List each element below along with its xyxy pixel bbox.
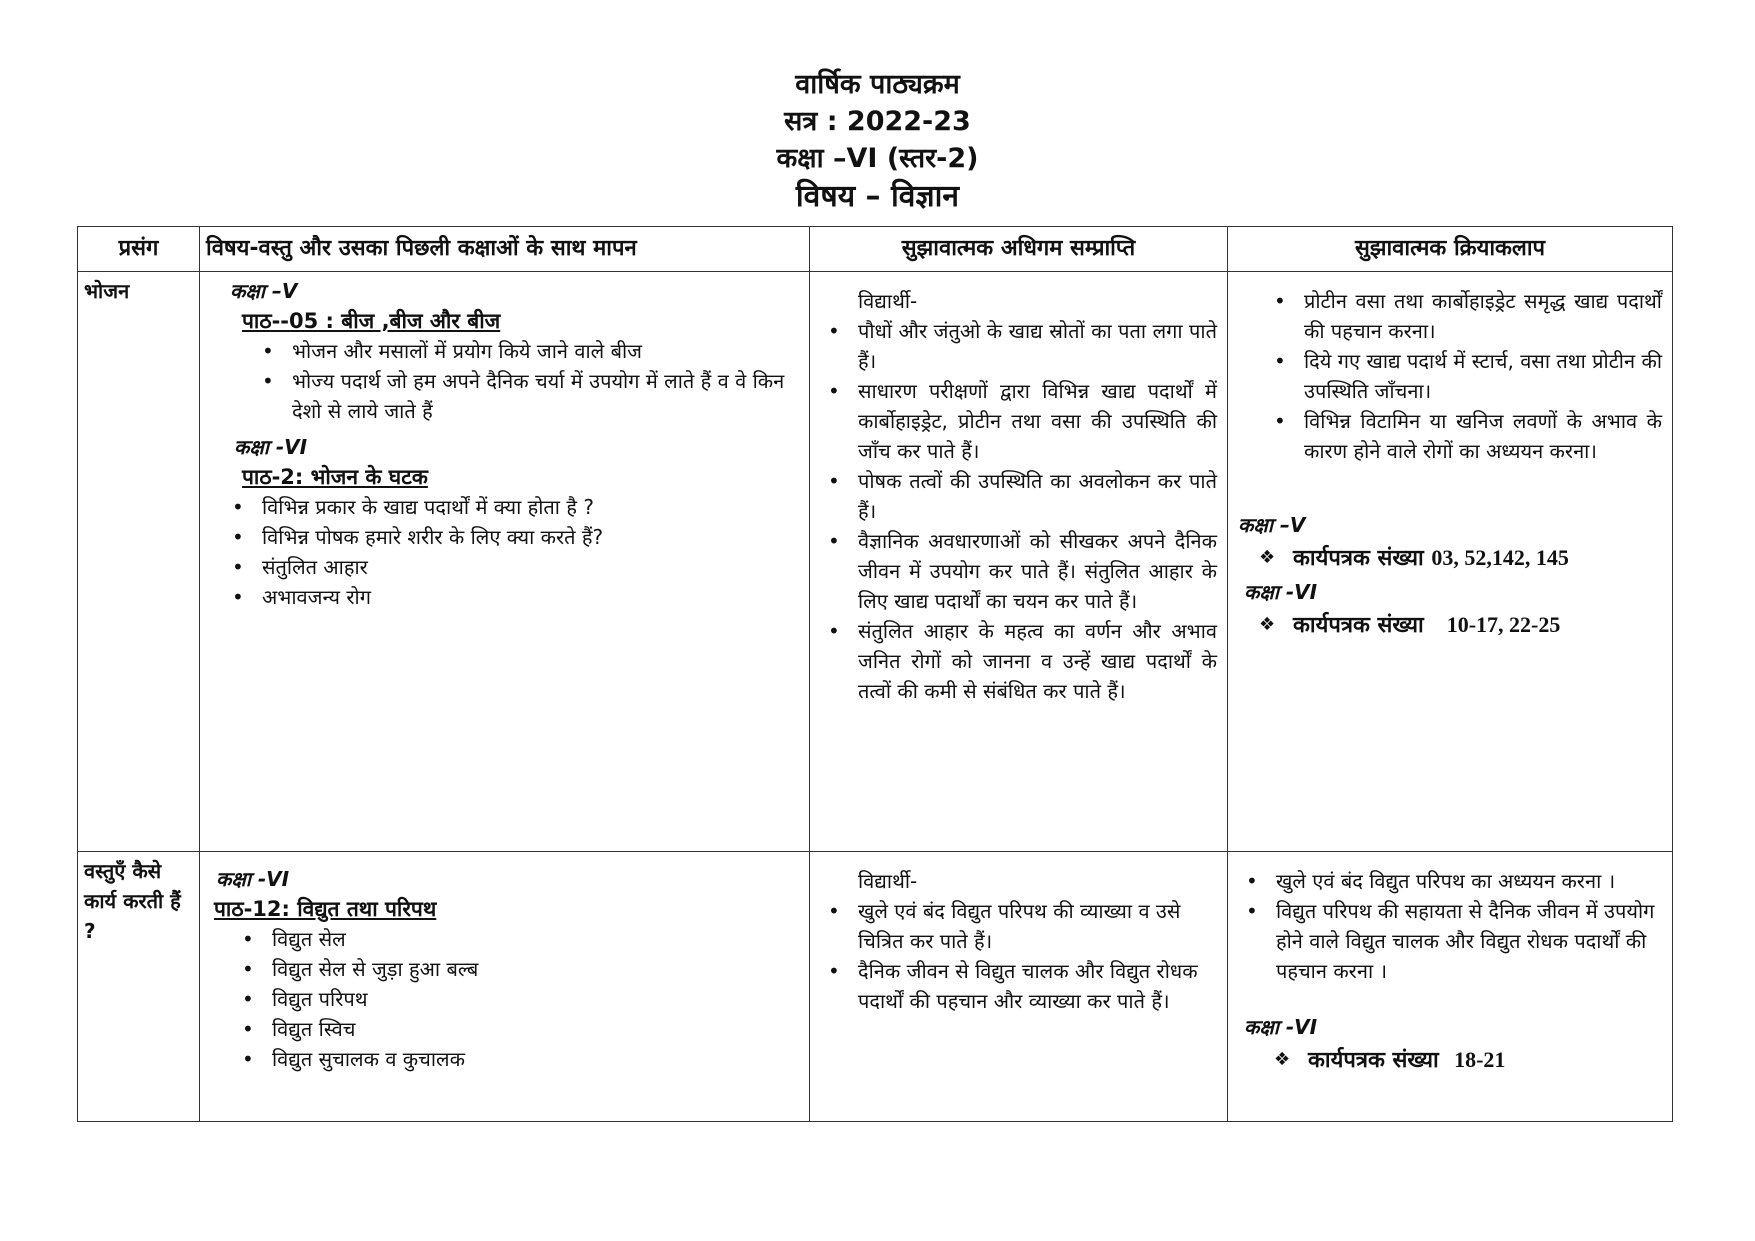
row1-outcomes-list: [820, 316, 1217, 706]
worksheet-item: [1293, 540, 1662, 577]
row1-lesson-a: पाठ--05 : बीज ,बीज और बीज: [242, 309, 501, 333]
list-item: • वैज्ञानिक अवधारणाओं को सीखकर अपने दैनिक जीवन में उपयोग कर पाते हैं। संतुलित आहार के लिए खाद्य पदार्थों का चयन कर पाते हैं।: [858, 526, 1217, 616]
row2-act-class: कक्षा -VI: [1244, 1015, 1318, 1039]
row1-activities-list: [1238, 286, 1662, 466]
row1-act-worksheets-b: [1238, 607, 1662, 644]
row1-items-a: [210, 336, 799, 426]
list-item: • विद्युत सेल: [272, 924, 799, 954]
worksheet-numbers: 18-21: [1454, 1047, 1506, 1072]
header-activities: सुझावात्मक क्रियाकलाप: [1228, 227, 1673, 272]
list-item: • संतुलित आहार के महत्व का वर्णन और अभाव जनित रोगों को जानना व उन्हें खाद्य पदार्थों के तत्वों की कमी से संबंधित कर पाते हैं।: [858, 616, 1217, 706]
subject-line: विषय – विज्ञान: [795, 179, 960, 214]
row2-activities-list: [1238, 866, 1662, 986]
list-item: • दिये गए खाद्य पदार्थ में स्टार्च, वसा तथा प्रोटीन की उपस्थिति जाँचना।: [1304, 346, 1662, 406]
header-outcomes: सुझावात्मक अधिगम सम्प्राप्ति: [810, 227, 1228, 272]
row1-content-cell: [200, 272, 810, 852]
row1-topic: भोजन: [78, 272, 200, 852]
list-item: • विद्युत सुचालक व कुचालक: [272, 1044, 799, 1074]
list-item: • साधारण परीक्षणों द्वारा विभिन्न खाद्य पदार्थों में कार्बोहाइड्रेट, प्रोटीन तथा वसा की उपस्थिति की जाँच कर पाते हैं।: [858, 376, 1217, 466]
list-item: • भोज्य पदार्थ जो हम अपने दैनिक चर्या में उपयोग में लाते हैं व वे किन देशो से लाये जाते हैं: [292, 366, 799, 426]
row1-outcomes-cell: [810, 272, 1228, 852]
list-item: • विद्युत परिपथ की सहायता से दैनिक जीवन में उपयोग होने वाले विद्युत चालक और विद्युत रोधक पदार्थों की पहचान करना ।: [1276, 896, 1662, 986]
list-item: • विद्युत स्विच: [272, 1014, 799, 1044]
row2-outcomes-list: [820, 896, 1217, 1016]
list-item: • विभिन्न प्रकार के खाद्य पदार्थों में क्या होता है ?: [262, 492, 799, 522]
worksheet-label: कार्यपत्रक संख्या: [1293, 546, 1424, 571]
row2-act-worksheets: [1238, 1042, 1662, 1079]
row1-act-worksheets-a: [1238, 540, 1662, 577]
worksheet-label: कार्यपत्रक संख्या: [1293, 613, 1424, 638]
list-item: • पौधों और जंतुओ के खाद्य स्रोतों का पता लगा पाते हैं।: [858, 316, 1217, 376]
list-item: • दैनिक जीवन से विद्युत चालक और विद्युत रोधक पदार्थों की पहचान और व्याख्या कर पाते हैं।: [858, 956, 1217, 1016]
document-header: [0, 66, 1755, 217]
list-item: • खुले एवं बंद विद्युत परिपथ की व्याख्या व उसे चित्रित कर पाते हैं।: [858, 896, 1217, 956]
list-item: • विद्युत सेल से जुड़ा हुआ बल्ब: [272, 954, 799, 984]
row2-items: [210, 924, 799, 1074]
header-content: विषय-वस्तु और उसका पिछली कक्षाओं के साथ मापन: [200, 227, 810, 272]
row2-outcomes-intro: विद्यार्थी-: [858, 869, 918, 893]
list-item: • संतुलित आहार: [262, 552, 799, 582]
row1-act-class-a: कक्षा –V: [1238, 513, 1306, 537]
list-item: • विभिन्न पोषक हमारे शरीर के लिए क्या करते हैं?: [262, 522, 799, 552]
row2-outcomes-cell: [810, 852, 1228, 1122]
row1-class-a: कक्षा –V: [230, 279, 298, 303]
list-item: • प्रोटीन वसा तथा कार्बोहाइड्रेट समृद्ध खाद्य पदार्थों की पहचान करना।: [1304, 286, 1662, 346]
worksheet-numbers: 10-17, 22-25: [1446, 612, 1561, 637]
row1-lesson-b: पाठ-2: भोजन के घटक: [242, 465, 428, 489]
session-line: सत्र : 2022-23: [784, 106, 971, 137]
list-item: • भोजन और मसालों में प्रयोग किये जाने वाले बीज: [292, 336, 799, 366]
worksheet-label: कार्यपत्रक संख्या: [1308, 1048, 1439, 1073]
list-item: • अभावजन्य रोग: [262, 582, 799, 612]
worksheet-item: [1293, 607, 1662, 644]
table-row: [78, 852, 1673, 1122]
row2-lesson: पाठ-12: विद्युत तथा परिपथ: [214, 897, 437, 921]
row1-items-b: [210, 492, 799, 612]
class-line: कक्षा –VI (स्तर-2): [776, 143, 979, 174]
row1-activities-cell: [1228, 272, 1673, 852]
table-header-row: [78, 227, 1673, 272]
row2-content-cell: [200, 852, 810, 1122]
list-item: • विभिन्न विटामिन या खनिज लवणों के अभाव के कारण होने वाले रोगों का अध्ययन करना।: [1304, 406, 1662, 466]
row2-activities-cell: [1228, 852, 1673, 1122]
header-topic: प्रसंग: [78, 227, 200, 272]
row2-class: कक्षा -VI: [216, 867, 290, 891]
worksheet-item: [1308, 1042, 1662, 1079]
row2-topic: वस्तुएँ कैसे कार्य करती हैं ?: [78, 852, 200, 1122]
list-item: • विद्युत परिपथ: [272, 984, 799, 1014]
list-item: • खुले एवं बंद विद्युत परिपथ का अध्ययन करना ।: [1276, 866, 1662, 896]
row1-outcomes-intro: विद्यार्थी-: [858, 289, 918, 313]
table-row: [78, 272, 1673, 852]
syllabus-table: [77, 226, 1673, 1122]
row1-act-class-b: कक्षा -VI: [1244, 580, 1318, 604]
worksheet-numbers: 03, 52,142, 145: [1431, 545, 1569, 570]
row1-class-b: कक्षा -VI: [234, 435, 308, 459]
document-title: वार्षिक पाठ्यक्रम: [795, 69, 960, 100]
list-item: • पोषक तत्वों की उपस्थिति का अवलोकन कर पाते हैं।: [858, 466, 1217, 526]
